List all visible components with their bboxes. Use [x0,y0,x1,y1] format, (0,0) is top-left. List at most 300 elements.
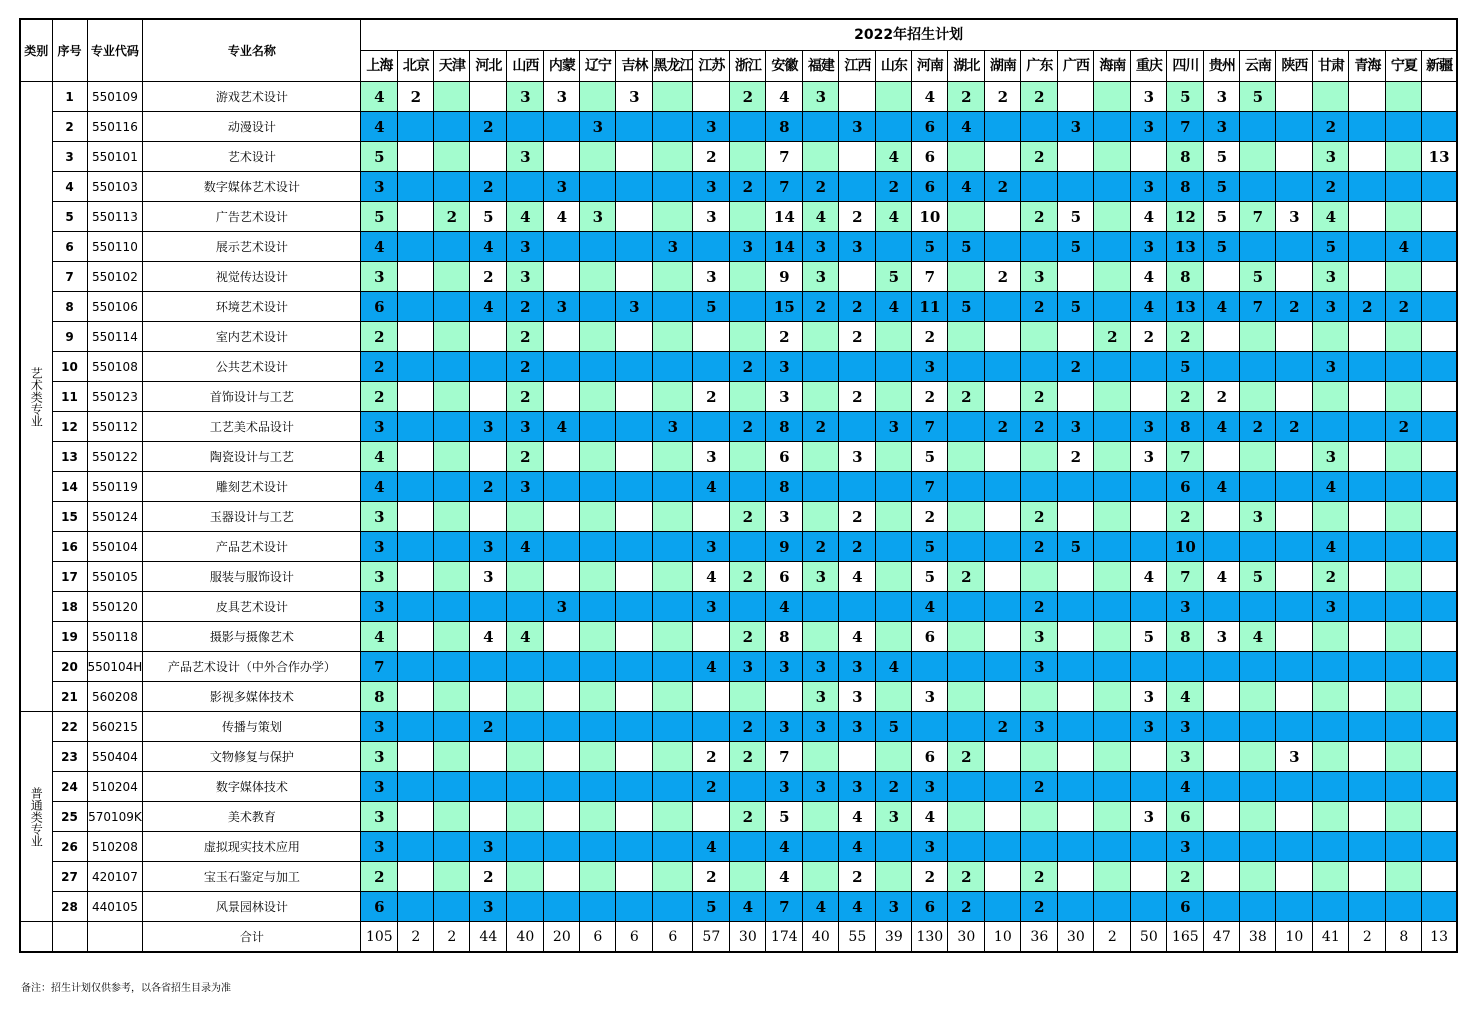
table-row [20,532,1457,562]
plan-value-cell: 4 [1313,532,1349,562]
plan-value-cell [1386,832,1422,862]
plan-value-cell [1313,502,1349,532]
plan-value-cell [1386,442,1422,472]
plan-value-cell: 2 [507,442,544,472]
plan-value-cell: 2 [1094,322,1131,352]
plan-value-cell [1058,142,1094,172]
major-name-cell: 美术教育 [143,802,361,832]
plan-value-cell [730,442,766,472]
plan-value-cell [1058,502,1094,532]
seq-cell: 12 [52,412,87,442]
header-name: 专业名称 [143,19,361,82]
plan-value-cell: 2 [948,892,985,922]
plan-value-cell [948,412,985,442]
plan-value-cell: 14 [766,202,803,232]
plan-value-cell [1058,82,1094,112]
plan-value-cell [985,652,1021,682]
plan-value-cell [948,832,985,862]
plan-value-cell: 2 [912,862,948,892]
plan-value-cell: 2 [1313,562,1349,592]
plan-value-cell: 2 [1021,412,1058,442]
plan-value-cell [1386,172,1422,202]
plan-value-cell [948,682,985,712]
plan-value-cell [1276,172,1313,202]
province-header: 云南 [1240,51,1276,82]
plan-value-cell [985,622,1021,652]
plan-value-cell [985,352,1021,382]
plan-value-cell: 2 [507,292,544,322]
plan-value-cell [1276,352,1313,382]
plan-value-cell: 4 [766,82,803,112]
plan-value-cell [580,892,616,922]
plan-value-cell: 3 [361,412,398,442]
plan-value-cell [1021,322,1058,352]
plan-value-cell: 3 [1276,202,1313,232]
plan-value-cell [1094,502,1131,532]
table-row [20,292,1457,322]
plan-value-cell: 3 [766,712,803,742]
plan-value-cell: 5 [361,202,398,232]
plan-value-cell [1204,712,1240,742]
plan-value-cell [1313,832,1349,862]
plan-value-cell [1240,112,1276,142]
plan-value-cell: 3 [1313,352,1349,382]
plan-value-cell: 2 [1021,142,1058,172]
footnote: 备注：招生计划仅供参考，以各省招生目录为准 [21,983,231,994]
plan-value-cell [434,532,470,562]
plan-value-cell: 3 [1204,82,1240,112]
major-name-cell: 影视多媒体技术 [143,682,361,712]
table-row [20,382,1457,412]
plan-value-cell [653,682,693,712]
plan-value-cell [985,472,1021,502]
plan-value-cell: 3 [803,652,839,682]
code-cell: 550109 [87,82,143,112]
plan-value-cell: 4 [1204,562,1240,592]
plan-value-cell: 3 [1021,262,1058,292]
total-value-cell: 50 [1131,922,1167,953]
table-row [20,322,1457,352]
plan-value-cell [730,532,766,562]
major-name-cell: 宝玉石鉴定与加工 [143,862,361,892]
plan-value-cell: 3 [839,772,876,802]
plan-value-cell [653,142,693,172]
plan-value-cell [580,502,616,532]
plan-value-cell [985,832,1021,862]
plan-value-cell [580,532,616,562]
plan-value-cell [1094,772,1131,802]
plan-value-cell: 5 [948,292,985,322]
plan-value-cell [1349,232,1386,262]
plan-value-cell: 5 [1204,232,1240,262]
plan-value-cell [1386,352,1422,382]
plan-value-cell [1058,592,1094,622]
plan-value-cell: 3 [361,592,398,622]
plan-value-cell: 4 [876,202,912,232]
table-row [20,172,1457,202]
plan-value-cell [1021,352,1058,382]
plan-value-cell: 2 [361,382,398,412]
plan-value-cell [1131,592,1167,622]
seq-cell: 7 [52,262,87,292]
plan-value-cell: 7 [1167,442,1204,472]
plan-value-cell [1021,802,1058,832]
plan-value-cell: 3 [839,682,876,712]
plan-value-cell: 4 [766,832,803,862]
plan-value-cell: 2 [803,532,839,562]
plan-value-cell: 5 [912,562,948,592]
plan-value-cell [912,652,948,682]
plan-value-cell: 3 [876,412,912,442]
plan-value-cell: 2 [1021,502,1058,532]
plan-value-cell: 2 [730,742,766,772]
plan-value-cell [693,622,730,652]
plan-value-cell [985,382,1021,412]
plan-value-cell: 4 [1131,292,1167,322]
plan-value-cell: 3 [1131,172,1167,202]
plan-value-cell [948,322,985,352]
plan-value-cell: 5 [876,712,912,742]
plan-value-cell: 2 [803,412,839,442]
plan-value-cell [434,172,470,202]
province-header: 山西 [507,51,544,82]
plan-value-cell [580,142,616,172]
plan-value-cell: 2 [1276,412,1313,442]
plan-value-cell [434,412,470,442]
major-name-cell: 传播与策划 [143,712,361,742]
plan-value-cell: 3 [912,832,948,862]
plan-value-cell [912,712,948,742]
plan-value-cell [1313,622,1349,652]
code-cell: 550114 [87,322,143,352]
code-cell: 550101 [87,142,143,172]
province-header: 安徽 [766,51,803,82]
major-name-cell: 数字媒体艺术设计 [143,172,361,202]
plan-value-cell: 11 [912,292,948,322]
plan-value-cell [398,292,434,322]
plan-value-cell: 3 [507,82,544,112]
plan-value-cell: 2 [507,322,544,352]
plan-value-cell [876,382,912,412]
plan-value-cell [1240,712,1276,742]
plan-value-cell: 3 [1204,622,1240,652]
plan-value-cell: 3 [470,412,507,442]
plan-value-cell: 2 [1021,862,1058,892]
category-cell: 普通类专业 [20,712,52,922]
code-cell: 550105 [87,562,143,592]
plan-value-cell [1422,712,1457,742]
plan-value-cell: 3 [544,292,580,322]
plan-value-cell [876,442,912,472]
plan-value-cell [693,322,730,352]
plan-value-cell: 2 [1313,172,1349,202]
plan-value-cell: 2 [839,202,876,232]
plan-value-cell [693,802,730,832]
plan-value-cell [580,172,616,202]
plan-value-cell [1386,382,1422,412]
plan-value-cell [616,382,653,412]
code-cell: 550113 [87,202,143,232]
plan-value-cell [1240,142,1276,172]
plan-value-cell [985,292,1021,322]
plan-value-cell [507,832,544,862]
header-seq: 序号 [52,19,87,82]
seq-cell: 2 [52,112,87,142]
plan-value-cell [1349,262,1386,292]
plan-value-cell [1422,442,1457,472]
plan-value-cell [507,682,544,712]
plan-value-cell [653,172,693,202]
plan-value-cell [948,712,985,742]
plan-value-cell [1058,892,1094,922]
plan-value-cell [985,742,1021,772]
plan-value-cell: 4 [507,622,544,652]
plan-value-cell [876,622,912,652]
plan-value-cell: 7 [912,262,948,292]
plan-value-cell: 3 [1313,592,1349,622]
plan-value-cell [1131,862,1167,892]
plan-value-cell [470,382,507,412]
plan-value-cell [398,772,434,802]
plan-value-cell [1204,862,1240,892]
plan-value-cell [398,322,434,352]
plan-value-cell: 4 [693,562,730,592]
plan-value-cell [1422,772,1457,802]
plan-value-cell: 3 [912,352,948,382]
plan-value-cell: 5 [1167,82,1204,112]
plan-value-cell [1276,382,1313,412]
plan-value-cell [1349,712,1386,742]
plan-value-cell [985,502,1021,532]
total-value-cell: 41 [1313,922,1349,953]
plan-value-cell: 3 [1313,142,1349,172]
plan-value-cell [1094,472,1131,502]
plan-value-cell [1094,82,1131,112]
plan-value-cell: 4 [948,112,985,142]
plan-value-cell: 3 [803,712,839,742]
plan-value-cell [1276,472,1313,502]
plan-value-cell: 3 [653,412,693,442]
plan-value-cell [693,412,730,442]
plan-value-cell [398,712,434,742]
code-cell: 550106 [87,292,143,322]
seq-cell: 13 [52,442,87,472]
plan-value-cell [1204,682,1240,712]
seq-cell: 10 [52,352,87,382]
seq-cell: 11 [52,382,87,412]
plan-value-cell [693,232,730,262]
plan-value-cell: 5 [1204,142,1240,172]
plan-value-cell: 3 [730,652,766,682]
plan-value-cell: 2 [985,172,1021,202]
province-header: 江苏 [693,51,730,82]
plan-value-cell [1094,802,1131,832]
plan-value-cell [730,862,766,892]
plan-value-cell: 13 [1167,292,1204,322]
plan-value-cell [985,562,1021,592]
plan-value-cell: 2 [1021,82,1058,112]
plan-value-cell [653,562,693,592]
province-header: 辽宁 [580,51,616,82]
plan-value-cell [985,802,1021,832]
plan-value-cell: 4 [1131,562,1167,592]
plan-value-cell [434,802,470,832]
plan-value-cell: 4 [839,562,876,592]
code-cell: 550120 [87,592,143,622]
major-name-cell: 数字媒体技术 [143,772,361,802]
plan-value-cell: 5 [948,232,985,262]
plan-value-cell [434,772,470,802]
plan-value-cell [580,232,616,262]
province-header: 北京 [398,51,434,82]
header-code: 专业代码 [87,19,143,82]
header-category: 类别 [20,19,52,82]
totals-row [20,922,1457,953]
plan-value-cell [839,82,876,112]
plan-value-cell [616,442,653,472]
seq-cell: 26 [52,832,87,862]
plan-value-cell [1021,682,1058,712]
plan-value-cell [1276,442,1313,472]
plan-value-cell [616,802,653,832]
plan-value-cell [1276,862,1313,892]
major-name-cell: 风景园林设计 [143,892,361,922]
plan-value-cell: 8 [766,112,803,142]
plan-value-cell [1422,592,1457,622]
plan-value-cell [616,352,653,382]
plan-value-cell [1240,652,1276,682]
plan-value-cell [985,892,1021,922]
plan-value-cell [1276,832,1313,862]
plan-value-cell: 2 [766,322,803,352]
plan-value-cell [1386,472,1422,502]
plan-value-cell: 5 [1204,172,1240,202]
plan-value-cell [803,622,839,652]
plan-value-cell: 3 [1313,292,1349,322]
plan-value-cell: 4 [766,862,803,892]
plan-value-cell [1349,682,1386,712]
plan-value-cell: 5 [1240,82,1276,112]
plan-value-cell [1021,562,1058,592]
plan-value-cell [398,202,434,232]
plan-value-cell [1386,622,1422,652]
plan-value-cell [1094,712,1131,742]
plan-value-cell [1386,202,1422,232]
plan-value-cell [876,832,912,862]
plan-value-cell [653,622,693,652]
plan-value-cell: 3 [1131,712,1167,742]
plan-value-cell: 3 [766,502,803,532]
plan-value-cell [1240,172,1276,202]
plan-value-cell: 2 [693,772,730,802]
plan-value-cell: 5 [1058,292,1094,322]
plan-value-cell [398,352,434,382]
plan-value-cell [580,592,616,622]
plan-value-cell [876,742,912,772]
major-name-cell: 文物修复与保护 [143,742,361,772]
plan-value-cell [1204,592,1240,622]
plan-value-cell: 2 [1021,292,1058,322]
plan-value-cell [398,592,434,622]
plan-value-cell [616,562,653,592]
plan-value-cell [1422,562,1457,592]
plan-value-cell: 4 [839,622,876,652]
plan-value-cell: 2 [1167,322,1204,352]
plan-value-cell [1313,652,1349,682]
plan-value-cell [1058,862,1094,892]
plan-value-cell [507,502,544,532]
table-row [20,562,1457,592]
plan-value-cell [1349,502,1386,532]
major-name-cell: 产品艺术设计（中外合作办学） [143,652,361,682]
plan-value-cell: 2 [434,202,470,232]
plan-value-cell [1204,322,1240,352]
plan-value-cell [730,832,766,862]
plan-value-cell [653,832,693,862]
plan-value-cell: 5 [1131,622,1167,652]
table-row [20,622,1457,652]
plan-value-cell [985,442,1021,472]
plan-value-cell [1313,742,1349,772]
plan-value-cell [616,772,653,802]
plan-value-cell: 2 [507,352,544,382]
plan-value-cell [985,592,1021,622]
plan-value-cell: 2 [1021,892,1058,922]
province-header: 新疆 [1422,51,1457,82]
table-row [20,712,1457,742]
plan-value-cell [876,82,912,112]
seq-cell: 16 [52,532,87,562]
plan-value-cell [434,352,470,382]
plan-value-cell: 4 [470,622,507,652]
total-value-cell: 13 [1422,922,1457,953]
plan-value-cell: 3 [1021,652,1058,682]
plan-value-cell [948,472,985,502]
plan-value-cell: 10 [1167,532,1204,562]
plan-value-cell [653,862,693,892]
plan-value-cell: 3 [839,652,876,682]
plan-value-cell [507,652,544,682]
plan-value-cell: 7 [912,412,948,442]
plan-value-cell [580,442,616,472]
plan-value-cell [434,562,470,592]
plan-value-cell: 2 [1386,292,1422,322]
plan-value-cell [1240,322,1276,352]
plan-value-cell [839,142,876,172]
plan-value-cell [1276,622,1313,652]
plan-value-cell [1313,772,1349,802]
plan-value-cell: 4 [912,82,948,112]
plan-value-cell [1386,502,1422,532]
province-header: 河南 [912,51,948,82]
plan-value-cell [730,292,766,322]
plan-value-cell: 3 [1240,502,1276,532]
plan-value-cell: 2 [361,322,398,352]
plan-value-cell [839,352,876,382]
plan-value-cell [1058,652,1094,682]
plan-value-cell [1204,532,1240,562]
plan-value-cell [580,292,616,322]
seq-cell: 17 [52,562,87,592]
major-name-cell: 视觉传达设计 [143,262,361,292]
plan-value-cell [693,712,730,742]
plan-value-cell [1204,652,1240,682]
plan-value-cell [948,142,985,172]
plan-value-cell: 2 [1349,292,1386,322]
plan-value-cell: 5 [693,892,730,922]
plan-value-cell: 3 [839,712,876,742]
plan-value-cell [839,592,876,622]
